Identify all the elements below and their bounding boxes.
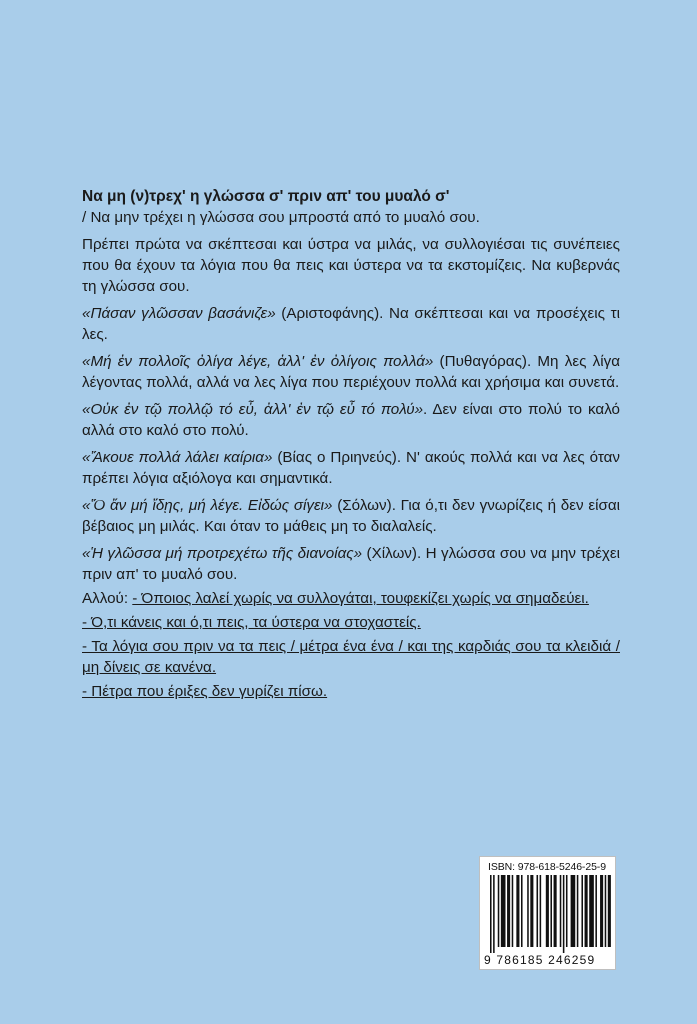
quote-explanation: (Βίας ο Πριηνεύς). Ν' ακούς πολλά και να λες όταν πρέπει λόγια αξιόλογα και σημαντικά. <box>82 449 620 487</box>
quote-solon <box>82 495 620 537</box>
barcode-icon <box>486 875 611 953</box>
quote-text: «Μή ἐν πολλοῖς ὀλίγα λέγε, ἀλλ' ἐν ὀλίγοις πολλά» <box>82 353 434 370</box>
quote-chilon <box>82 543 620 585</box>
quote-explanation: (Αριστοφάνης). Να σκέπτεσαι και να προσέχεις τι λες. <box>82 305 620 343</box>
quote-bias <box>82 447 620 489</box>
isbn-label: ISBN: 978-618-5246-25-9 <box>488 861 606 873</box>
quote-aristophanes <box>82 303 620 345</box>
quote-explanation: (Πυθαγόρας). Μη λες λίγα λέγοντας πολλά, αλλά να λες λίγα που περιέχουν πολλά και χρήσιμα και συνετά. <box>82 353 620 391</box>
subtitle: / Να μην τρέχει η γλώσσα σου μπροστά από το μυαλό σου. <box>82 209 480 226</box>
quote-explanation: (Χίλων). Η γλώσσα σου να μην τρέχει πριν απ' το μυαλό σου. <box>82 545 621 583</box>
saying: - Ό,τι κάνεις και ό,τι πεις, τα ύστερα να στοχαστείς. <box>82 614 421 631</box>
saying-line <box>82 636 620 678</box>
allou-label: Αλλού: <box>82 590 133 607</box>
quote-text: «Ἄκουε πολλά λάλει καίρια» <box>82 449 273 466</box>
saying-line <box>82 612 620 633</box>
isbn-barcode-box <box>479 856 616 970</box>
quote-text: «Οὐκ ἐν τῷ πολλῷ τό εὖ, ἀλλ' ἐν τῷ εὖ τό πολύ» <box>82 401 424 418</box>
quote-text: «Ἡ γλῶσσα μή προτρεχέτω τῆς διανοίας» <box>82 545 363 562</box>
title: Να μη (ν)τρεχ' η γλώσσα σ' πριν απ' του μυαλό σ' <box>82 188 450 205</box>
paragraph-intro: Πρέπει πρώτα να σκέπτεσαι και ύστρα να μιλάς, να συλλογιέσαι τις συνέπειες που θα έχουν τα λόγια που θα πεις και ύστερα να τα εκστομίζεις. Να κυβερνάς τη γλώσσα σου. <box>82 236 620 295</box>
saying-line <box>82 588 620 609</box>
saying: - Τα λόγια σου πριν να τα πεις / μέτρα ένα ένα / και της καρδιάς σου τα κλειδιά / μη δίνεις σε κανένα. <box>82 638 620 676</box>
quote-text: «Ὅ ἄν μή ἴδῃς, μή λέγε. Εἰδώς σίγει» <box>82 497 333 514</box>
back-cover-text <box>82 186 620 705</box>
barcode-digits: 9 786185 246259 <box>484 953 596 967</box>
quote-polu <box>82 399 620 441</box>
saying: - Όποιος λαλεί χωρίς να συλλογάται, τουφεκίζει χωρίς να σημαδεύει. <box>132 590 589 607</box>
quote-text: «Πάσαν γλῶσσαν βασάνιζε» <box>82 305 276 322</box>
quote-explanation: . Δεν είναι στο πολύ το καλό αλλά στο καλό στο πολύ. <box>82 401 621 439</box>
quote-pythagoras <box>82 351 620 393</box>
saying-line <box>82 681 620 702</box>
quote-explanation: (Σόλων). Για ό,τι δεν γνωρίζεις ή δεν είσαι βέβαιος μη μιλάς. Και όταν το μάθεις μη το διαλαλείς. <box>82 497 620 535</box>
saying: - Πέτρα που έριξες δεν γυρίζει πίσω. <box>82 683 328 700</box>
